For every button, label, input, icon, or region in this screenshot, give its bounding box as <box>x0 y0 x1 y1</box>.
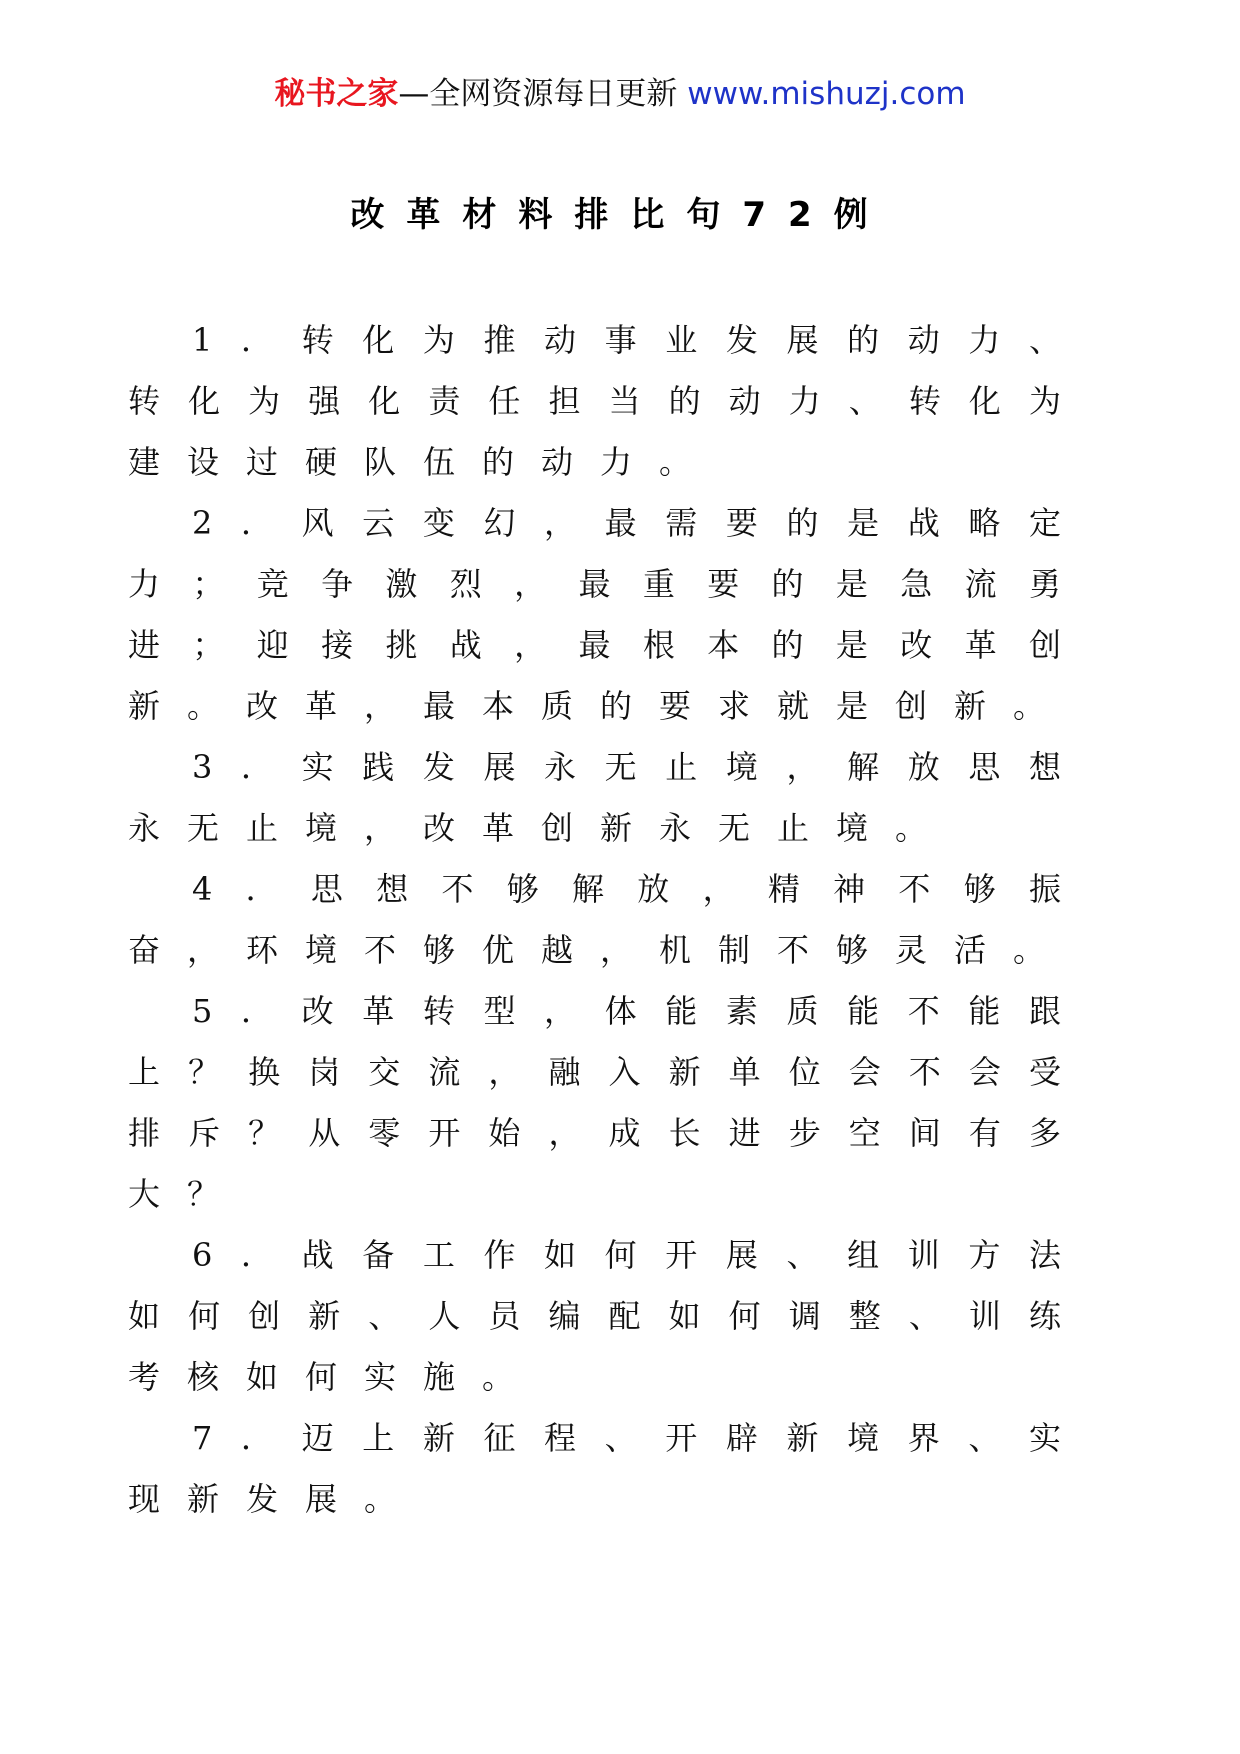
paragraph-4: 4．思想不够解放，精神不够振奋，环境不够优越，机制不够灵活。 <box>128 870 1088 969</box>
site-tagline: —全网资源每日更新 <box>398 76 678 112</box>
paragraph-2: 2．风云变幻，最需要的是战略定力；竞争激烈，最重要的是急流勇进；迎接挑战，最根本的是改革创新。改革，最本质的要求就是创新。 <box>128 504 1088 725</box>
paragraph-1: 1．转化为推动事业发展的动力、转化为强化责任担当的动力、转化为建设过硬队伍的动力。 <box>128 321 1088 481</box>
document-title: 改革材料排比句72例 <box>350 195 890 235</box>
paragraph-5: 5．改革转型，体能素质能不能跟上？换岗交流，融入新单位会不会受排斥？从零开始，成长进步空间有多大？ <box>128 992 1088 1213</box>
paragraph-6: 6．战备工作如何开展、组训方法如何创新、人员编配如何调整、训练考核如何实施。 <box>128 1236 1088 1396</box>
paragraph-3: 3．实践发展永无止境，解放思想永无止境，改革创新永无止境。 <box>128 748 1088 847</box>
site-url-link[interactable]: www.mishuzj.com <box>687 76 966 112</box>
document-body <box>128 310 1088 1530</box>
page-header <box>0 72 1240 116</box>
site-name: 秘书之家 <box>274 76 399 112</box>
paragraph-7: 7．迈上新征程、开辟新境界、实现新发展。 <box>128 1419 1088 1518</box>
